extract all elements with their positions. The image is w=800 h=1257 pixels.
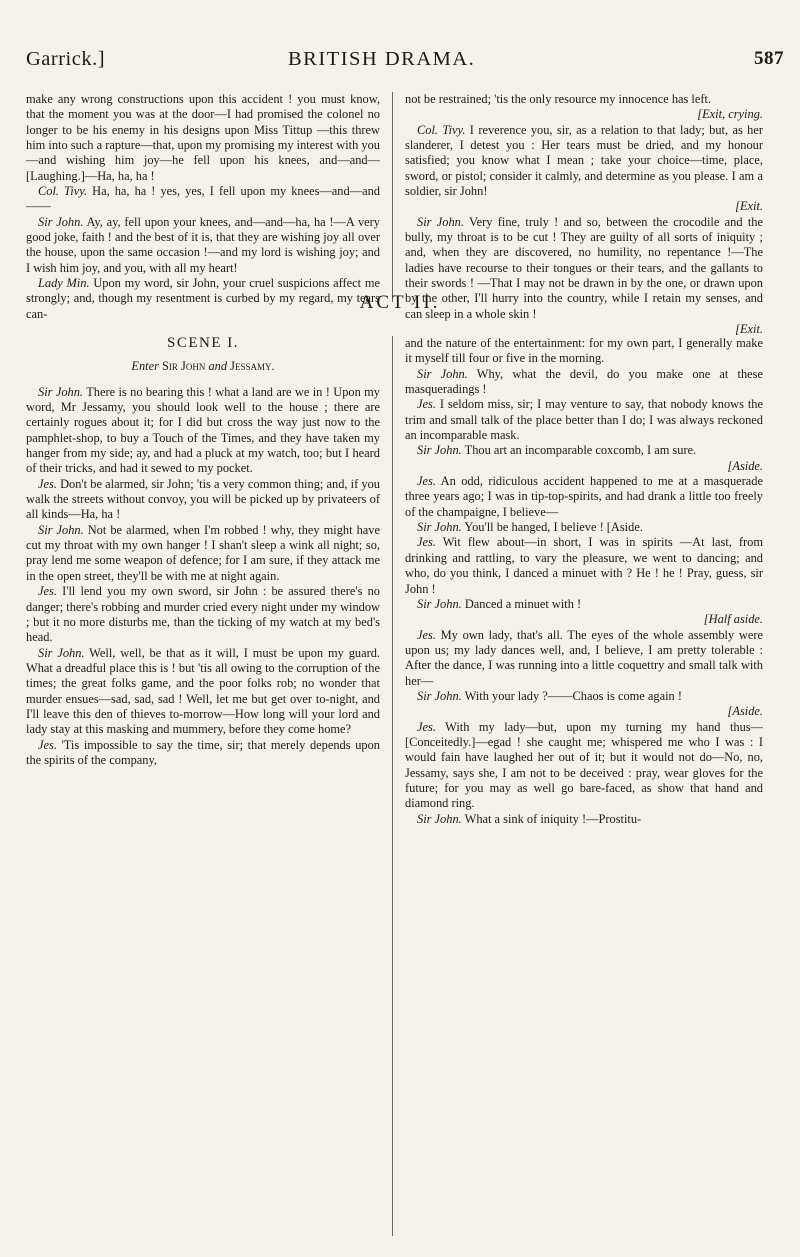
speaker-name: Jes. [417,719,436,734]
speaker-name: Sir John. [417,366,468,381]
paragraph [405,123,763,215]
paragraph [405,812,763,827]
speaker-name: Jes. [38,737,57,752]
enter-name-1: Sir John [162,359,206,374]
dialogue-text: Don't be alarmed, sir John; 'tis a very common thing; and, if you walk the streets without convoy, you will be picked up by privateers of all kinds—Ha, ha ! [26,476,380,522]
dialogue-text: not be restrained; 'tis the only resource my innocence has left. [405,92,712,106]
paragraph [405,689,763,720]
paragraph [405,597,763,628]
paragraph [26,477,380,523]
dialogue-text: There is no bearing this ! what a land are we in ! Upon my word, Mr Jessamy, you should look well to the house ; there are certainly rogues about it; for I did but cross the way just now to the pamphlet-shop, to buy a Touch of the Times, and they have taken my hanger from my side; ay, and had a pluck at my watch, too; but I heard of their tricks, and had it sewed to my pocket. [26,384,380,476]
dialogue-text: Very fine, truly ! and so, between the crocodile and the bully, my throat is to be cut ! They are guilty of all sorts of iniquity ; and, when they are discovered, no humility, no repentance !—The ladies have recourse to their tongues or their tears, and the gallants to their swords ! —That I may not be drawn in by the one, or drawn upon by the other, I'll hurry into the country, while I retain my senses, and can sleep in a whole skin ! [405,214,763,321]
stage-direction: [Half aside. [703,612,763,627]
dialogue-text: Thou art an incomparable coxcomb, I am sure. [461,443,697,458]
dialogue-text: With my lady—but, upon my turning my hand thus—[Conceitedly.]—egad ! she caught me; whispered me who I was : I would fain have laughed her out of it; but it would not do—No, no, Jessamy, says she, I am not to be deceived : pray, wear gloves for the future; for you may as well go bare-faced, as show that hand and diamond ring. [405,719,763,811]
speaker-name: Sir John. [38,645,85,660]
column-bottom-left [26,336,380,768]
paragraph [405,520,763,535]
paragraph [26,385,380,477]
column-bottom-left-body [26,385,380,769]
dialogue-text: Why, what the devil, do you make one at these masqueradings ! [405,366,763,397]
dialogue-text: Not be alarmed, when I'm robbed ! why, they might have cut my throat with my own hanger ! I shan't sleep a wink all night; so, pray lend me some weapon of defence; for I am sure, if they attack me in the open street, they'll be with me at night again. [26,522,380,583]
speaker-name: Sir John. [417,596,462,611]
paragraph [405,92,763,123]
dialogue-text: Wit flew about—in short, I was in spirits —At last, from drinking and rattling, to vary the pleasure, we went to dancing; and who, do you think, I danced a minuet with ? He ! he ! Pray, guess, sir John ! [405,535,763,596]
speaker-name: Sir John. [38,214,84,229]
scene-heading: SCENE I. [167,336,239,351]
paragraph [405,474,763,520]
speaker-name: Lady Min. [38,276,90,291]
paragraph [26,646,380,738]
dialogue-text: Ha, ha, ha ! yes, yes, I fell upon my knees—and—and—— [26,184,380,214]
paragraph [26,523,380,584]
dialogue-text: Ay, ay, fell upon your knees, and—and—ha, ha !—A very good joke, faith ! and the best of it is, that they are wishing joy all over the house, upon the same occasion !—and my lord is wishing joy; and I wish him joy, and you, with all my heart! [26,214,380,275]
dialogue-text: What a sink of iniquity !—Prostitu- [461,811,642,826]
paragraph [405,397,763,443]
running-header [26,48,784,78]
speaker-name: Sir John. [417,443,462,458]
dialogue-text: make any wrong constructions upon this accident ! you must know, that the moment you was at the door—I had promised the colonel no longer to be his enemy in his designs upon Miss Tittup —this threw him into such a rapture—that, upon my promising my interest with you—and wishing him joy—he fell upon his knees, and—and— [Laughing.]—Ha, ha, ha ! [26,92,380,183]
dialogue-text: 'Tis impossible to say the time, sir; that merely depends upon the spirits of the company, [26,737,380,767]
column-top-left [26,92,380,322]
paragraph [405,443,763,474]
paragraph [26,92,380,184]
paragraph [26,184,380,215]
paragraph [26,215,380,276]
speaker-name: Sir John. [417,688,462,703]
header-left: Garrick.] [26,48,106,70]
enter-prefix: Enter [131,359,159,374]
paragraph [26,584,380,645]
speaker-name: Col. Tivy. [417,122,466,137]
paragraph [26,738,380,769]
speaker-name: Jes. [38,476,57,491]
speaker-name: Jes. [417,535,436,550]
speaker-name: Sir John. [38,522,84,537]
speaker-name: Sir John. [417,214,464,229]
column-divider-bottom [392,336,393,1236]
column-divider-top [392,92,393,302]
paragraph [405,367,763,398]
stage-direction: [Aside. [727,458,763,473]
stage-direction: [Exit, crying. [697,107,763,122]
page-number: 587 [754,48,784,69]
paragraph [405,215,763,338]
dialogue-text: I seldom miss, sir; I may venture to say, that nobody knows the trim and small talk of the place better than I do; I was always reckoned an incomparable mask. [405,397,763,443]
paragraph [405,628,763,689]
speaker-name: Sir John. [38,384,84,399]
speaker-name: Jes. [417,397,436,412]
speaker-name: Jes. [417,627,436,642]
speaker-name: Jes. [38,584,57,599]
paragraph [405,720,763,812]
dialogue-text: With your lady ?——Chaos is come again ! [461,688,682,703]
act-heading: ACT II. [359,292,441,313]
speaker-name: Sir John. [417,520,462,535]
speaker-name: Col. Tivy. [38,184,88,199]
stage-direction-enter [26,359,380,374]
stage-direction: [Exit. [735,199,763,214]
dialogue-text: You'll be hanged, I believe ! [Aside. [461,520,643,535]
dialogue-text: I'll lend you my own sword, sir John : be assured there's no danger; there's robbing and murder cried every night under my window ; but it no more disturbs me, than the ticking of my watch at my bed's head. [26,584,380,645]
enter-and: and [208,359,228,374]
dialogue-text: and the nature of the entertainment: for my own part, I generally make it myself till four or five in the morning. [405,336,763,366]
speaker-name: Sir John. [417,811,462,826]
dialogue-text: An odd, ridiculous accident happened to me at a masquerade three years ago; I was in tip-top-spirits, and had drank a little too freely of the champaigne, I believe— [405,474,763,519]
enter-name-2: Jessamy. [230,359,275,374]
paragraph [405,535,763,596]
stage-direction: [Exit. [735,322,763,337]
dialogue-text: Well, well, be that as it will, I must be upon my guard. What a dreadful place this is ! but 'tis all owing to the corruption of the times; the great folks game, and the poor folks rob; no wonder that murder ensues—sad, sad, sad ! Well, let me but get over to-night, and I'll leave this den of thieves to-morrow—How long will your lord and lady stay at this masking and mummery, before they come home? [26,645,380,737]
dialogue-text: I reverence you, sir, as a relation to that lady; but, as her slanderer, I detest you : Her tears must be dried, and my honour satisfied; you know what I mean ; take your choice—time, place, sword, or pistol; consider it calmly, and determine as you please. I am a soldier, sir John! [405,122,763,199]
dialogue-text: Upon my word, sir John, your cruel suspicions affect me strongly; and, though my resentment is curbed by my regard, my tears can- [26,276,380,321]
column-bottom-right [405,336,763,827]
paragraph [405,336,763,367]
dialogue-text: Danced a minuet with ! [461,596,582,611]
dialogue-text: My own lady, that's all. The eyes of the whole assembly were upon us; my lady dances well, and, I believe, I am pretty tolerable : After the dance, I was running into a little coquettry and small talk with her— [405,627,763,688]
speaker-name: Jes. [417,474,436,489]
stage-direction: [Aside. [727,704,763,719]
header-title: BRITISH DRAMA. [288,48,476,70]
